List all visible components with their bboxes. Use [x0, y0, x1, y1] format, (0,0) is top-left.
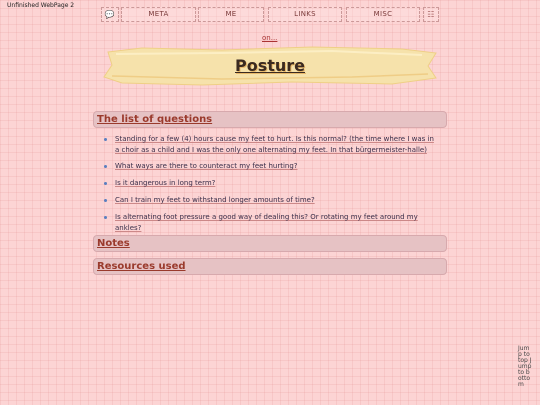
resources-section-title: Resources used [97, 261, 186, 272]
questions-list [104, 134, 439, 234]
chat-icon: 💬 [104, 10, 116, 19]
page-title: Posture [234, 56, 306, 75]
jump-links [518, 346, 532, 388]
chat-button[interactable] [101, 7, 119, 22]
book-button[interactable] [423, 7, 439, 22]
list-item [104, 195, 439, 206]
resources-section-header[interactable] [93, 258, 447, 275]
bullet-icon [104, 199, 107, 202]
notes-section-header[interactable] [93, 235, 447, 252]
book-icon: ☷ [427, 10, 435, 19]
nav-item-meta[interactable]: META [121, 7, 196, 22]
bullet-icon [104, 165, 107, 168]
nav-item-me[interactable]: ME [198, 7, 264, 22]
breadcrumb-link[interactable]: on... [262, 34, 278, 42]
list-item [104, 178, 439, 189]
site-title: Unfinished WebPage 2 [7, 2, 75, 9]
questions-section-header[interactable] [93, 111, 447, 128]
title-banner [102, 44, 438, 88]
bullet-icon [104, 138, 107, 141]
list-item [104, 212, 439, 234]
jump-to-bottom-link[interactable]: Jump to bottom [518, 357, 532, 388]
question-text: Standing for a few (4) hours cause my feet to hurt. Is this normal? (the time where I was in a choir as a child and I was the only one alternating my feet. In that bürgermeister-halle) [115, 135, 434, 154]
nav-item-misc[interactable]: MISC [346, 7, 420, 22]
questions-section-title: The list of questions [97, 114, 213, 125]
list-item [104, 161, 439, 172]
question-text: Is alternating foot pressure a good way of dealing this? Or rotating my feet around my ankles? [115, 213, 418, 232]
bullet-icon [104, 216, 107, 219]
list-item [104, 134, 439, 156]
question-text: Is it dangerous in long term? [115, 179, 216, 187]
nav-item-links[interactable]: LINKS [268, 7, 342, 22]
question-text: What ways are there to counteract my feet hurting? [115, 162, 298, 170]
jump-to-top-link[interactable]: Jump to top [518, 345, 530, 364]
question-text: Can I train my feet to withstand longer amounts of time? [115, 196, 315, 204]
bullet-icon [104, 182, 107, 185]
notes-section-title: Notes [97, 238, 130, 249]
